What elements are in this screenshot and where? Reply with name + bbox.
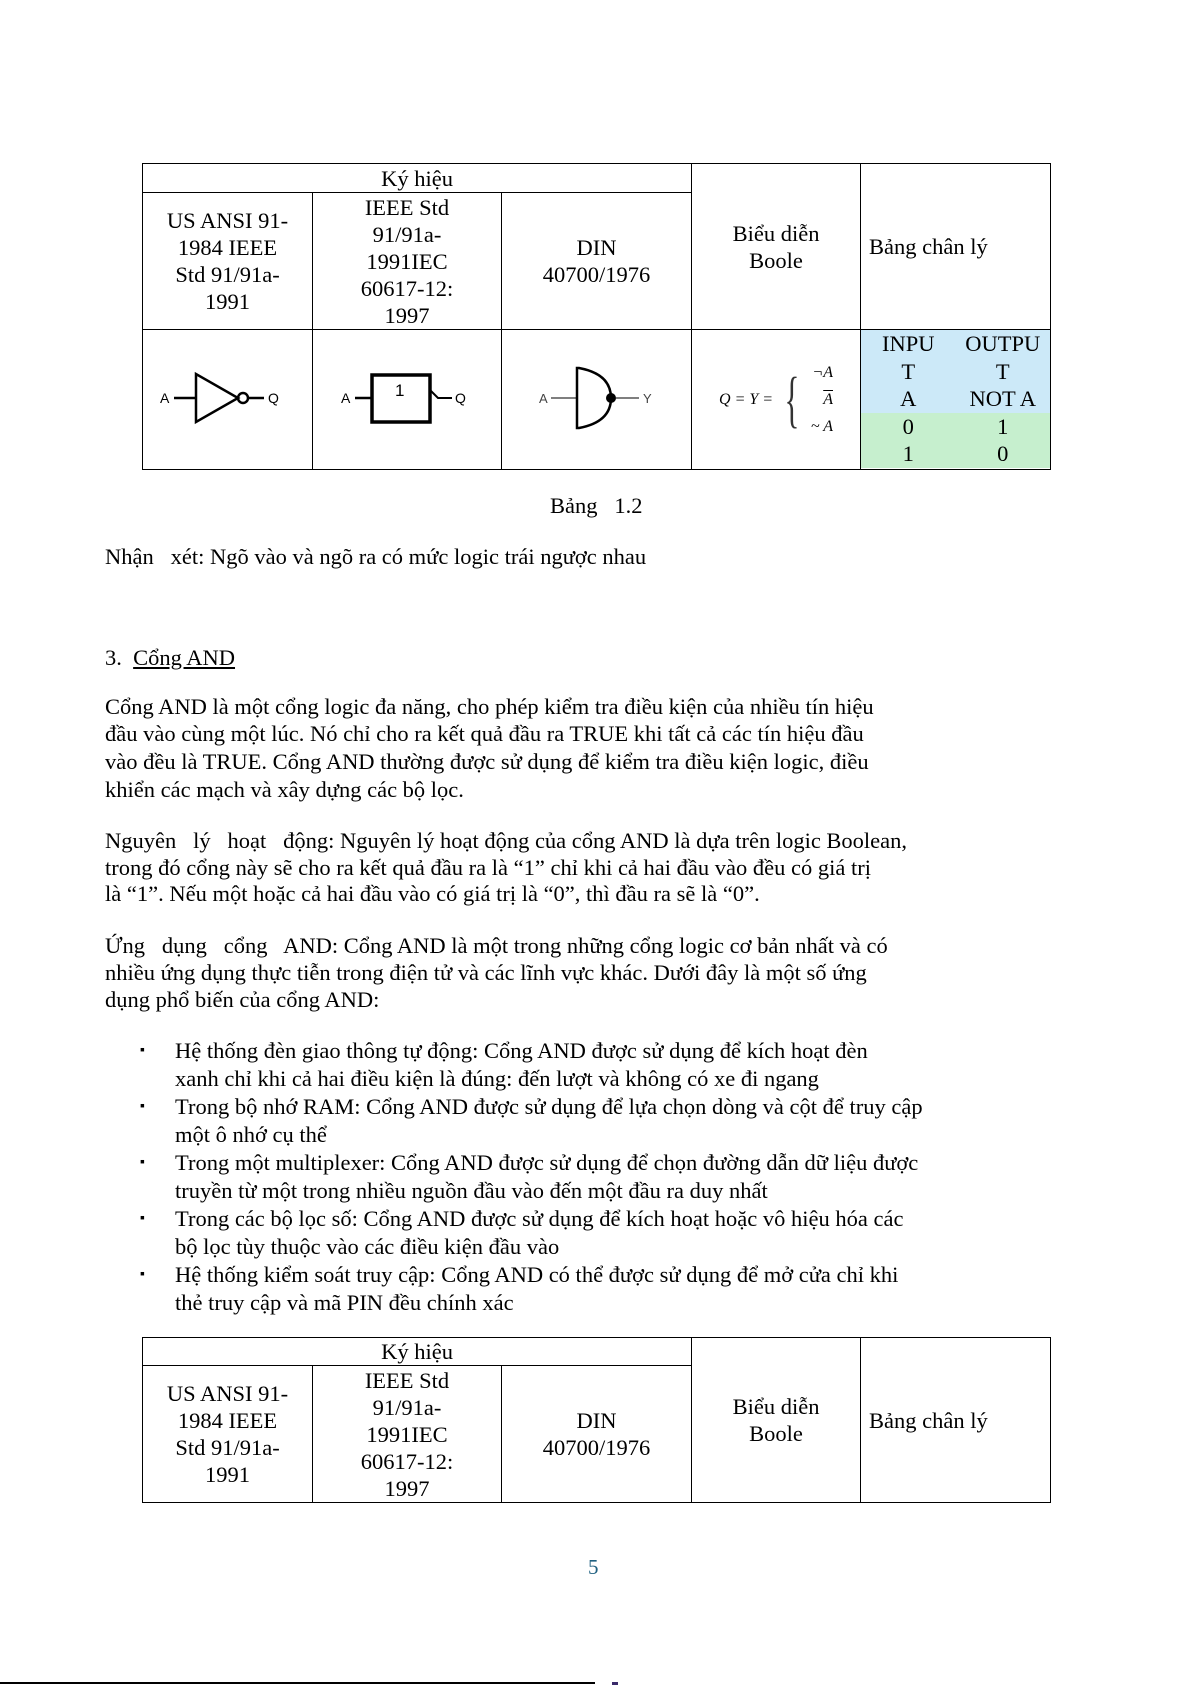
ansi-not-symbol [143, 330, 313, 470]
ansi-not-gate-icon [158, 362, 298, 432]
text-line: US ANSI 91- [166, 1381, 289, 1406]
input-label: A [159, 389, 169, 406]
input-label: A [341, 389, 351, 406]
text-line: là “1”. Nếu một hoặc cả hai đầu vào có giá trị là “0”, thì đầu ra sẽ là “0”. [105, 881, 760, 906]
text-line: IEEE Std [364, 1367, 450, 1393]
text-line: bộ lọc tùy thuộc vào các điều kiện đầu vào [175, 1234, 560, 1259]
header-boole-line: Boole [749, 247, 803, 273]
output-label: Q [267, 389, 279, 406]
text-line: 60617-12: [360, 275, 454, 301]
text-line: 91/91a- [372, 221, 442, 247]
text-line: xanh chỉ khi cả hai điều kiện là đúng: đến lượt và không có xe đi ngang [175, 1066, 819, 1091]
not-gate-table [142, 163, 1051, 470]
truth-header: T [995, 358, 1010, 384]
truth-value: 1 [902, 441, 914, 466]
text-line: thẻ truy cập và mã PIN đều chính xác [175, 1290, 514, 1315]
truth-header: A [900, 386, 917, 411]
text-line: 1997 [384, 302, 430, 328]
text-line: Std 91/91a- [175, 1435, 280, 1460]
text-line: 1991 [205, 289, 250, 314]
text-line: 1991IEC [366, 248, 448, 274]
header-din [502, 193, 692, 330]
truth-header-row [861, 330, 1050, 358]
boole-form-neg: ¬A [812, 364, 833, 381]
truth-header: OUTPU [965, 331, 1041, 356]
truth-table [861, 330, 1050, 468]
page-number: 5 [588, 1555, 599, 1579]
header-boole-line: Boole [749, 1421, 803, 1446]
truth-value: 1 [997, 413, 1009, 439]
header-boole [692, 1338, 861, 1503]
text-line: nhiều ứng dụng thực tiễn trong điện tử và các lĩnh vực khác. Dưới đây là một số ứng [105, 960, 867, 985]
footer-rule [0, 1682, 595, 1684]
header-truth-table: Bảng chân lý [861, 1338, 1051, 1503]
text-line: 60617-12: [360, 1448, 454, 1474]
text-line: IEEE Std [364, 194, 450, 220]
text-line: DIN [576, 1408, 617, 1433]
section-title: Cổng AND [133, 645, 236, 670]
din-not-gate-icon [527, 362, 667, 432]
header-ansi [143, 1366, 313, 1503]
section-heading [105, 644, 253, 671]
text-line: Cổng AND là một cổng logic đa năng, cho phép kiểm tra điều kiện của nhiều tín hiệu [105, 694, 874, 719]
truth-table-cell [861, 330, 1051, 470]
bullet-icon: ▪ [140, 1043, 145, 1058]
text-line: 40700/1976 [542, 262, 651, 287]
header-ieee [313, 1366, 502, 1503]
text-line: Trong bộ nhớ RAM: Cổng AND được sử dụng để lựa chọn dòng và cột để truy cập [175, 1094, 923, 1119]
output-label: Y [642, 390, 652, 406]
boole-lhs: Q = Y = [719, 391, 774, 408]
text-line: US ANSI 91- [166, 208, 289, 233]
text-line: 1991 [205, 1462, 250, 1487]
table-caption: Bảng 1.2 [550, 493, 643, 518]
text-line: 40700/1976 [542, 1435, 651, 1460]
truth-header-row [861, 358, 1050, 386]
section-number: 3. [105, 645, 122, 670]
text-line: Trong một multiplexer: Cổng AND được sử dụng để chọn đường dẫn dữ liệu được [175, 1150, 919, 1175]
truth-header-row [861, 385, 1050, 413]
text-line: 1984 IEEE [177, 1408, 278, 1433]
din-not-symbol [502, 330, 692, 470]
box-label: 1 [395, 380, 405, 400]
input-label: A [538, 390, 548, 406]
text-line: Hệ thống đèn giao thông tự động: Cổng AND được sử dụng để kích hoạt đèn [175, 1038, 868, 1063]
text-line: đầu vào cùng một lúc. Nó chỉ cho ra kết quả đầu ra TRUE khi tất cả các tín hiệu đầu [105, 721, 864, 746]
boole-form-bar: $\overline{A}$ [823, 391, 833, 408]
truth-value: 0 [902, 413, 914, 439]
text-line: trong đó cổng này sẽ cho ra kết quả đầu ra là “1” chỉ khi cả hai đầu vào đều có giá trị [105, 855, 871, 880]
bullet-icon: ▪ [140, 1267, 145, 1282]
text-line: 1997 [384, 1475, 430, 1501]
header-boole [692, 164, 861, 330]
ieee-not-symbol [313, 330, 502, 470]
header-symbol-group: Ký hiệu [143, 1338, 692, 1366]
truth-header: T [901, 358, 916, 384]
truth-header: INPU [882, 331, 935, 356]
text-line: Hệ thống kiểm soát truy cập: Cổng AND có thể được sử dụng để mở cửa chỉ khi [175, 1262, 899, 1287]
text-line: Ứng dụng cổng AND: Cổng AND là một trong những cổng logic cơ bản nhất và có [105, 933, 888, 958]
truth-row [861, 440, 1050, 468]
header-truth-table: Bảng chân lý [861, 164, 1051, 330]
and-gate-table [142, 1337, 1051, 1503]
text-line: vào đều là TRUE. Cổng AND thường được sử dụng để kiểm tra điều kiện logic, điều [105, 749, 869, 774]
header-ansi [143, 193, 313, 330]
text-line: dụng phổ biến của cổng AND: [105, 987, 380, 1012]
text-line: 1991IEC [366, 1421, 448, 1447]
truth-row [861, 413, 1050, 441]
bullet-icon: ▪ [140, 1155, 145, 1170]
bullet-icon: ▪ [140, 1099, 145, 1114]
text-line: Nguyên lý hoạt động: Nguyên lý hoạt động của cổng AND là dựa trên logic Boolean, [105, 828, 908, 853]
text-line: 91/91a- [372, 1394, 442, 1420]
header-symbol-group: Ký hiệu [143, 164, 692, 193]
text-line: 1984 IEEE [177, 235, 278, 260]
header-din [502, 1366, 692, 1503]
header-ieee [313, 193, 502, 330]
header-boole-line: Biểu diễn [732, 1394, 820, 1419]
text-line: DIN [576, 235, 617, 260]
text-line: Std 91/91a- [175, 262, 280, 287]
text-line: Trong các bộ lọc số: Cổng AND được sử dụng để kích hoạt hoặc vô hiệu hóa các [175, 1206, 904, 1231]
truth-value: 0 [997, 441, 1009, 466]
remark: Nhận xét: Ngõ vào và ngõ ra có mức logic trái ngược nhau [105, 544, 647, 569]
output-label: Q [455, 389, 466, 406]
text-line: một ô nhớ cụ thể [175, 1122, 327, 1147]
truth-header: NOT A [969, 386, 1037, 411]
header-boole-line: Biểu diễn [732, 220, 820, 246]
boole-form-tilde: ~ A [810, 418, 833, 435]
boole-expression: Q = Y = { ¬A $\overline{A}$ ~ A [692, 330, 861, 470]
ieee-not-gate-icon [337, 362, 477, 432]
text-line: khiển các mạch và xây dựng các bộ lọc. [105, 777, 464, 802]
bullet-icon: ▪ [140, 1211, 145, 1226]
text-line: truyền từ một trong nhiều nguồn đầu vào đến một đầu ra duy nhất [175, 1178, 768, 1203]
